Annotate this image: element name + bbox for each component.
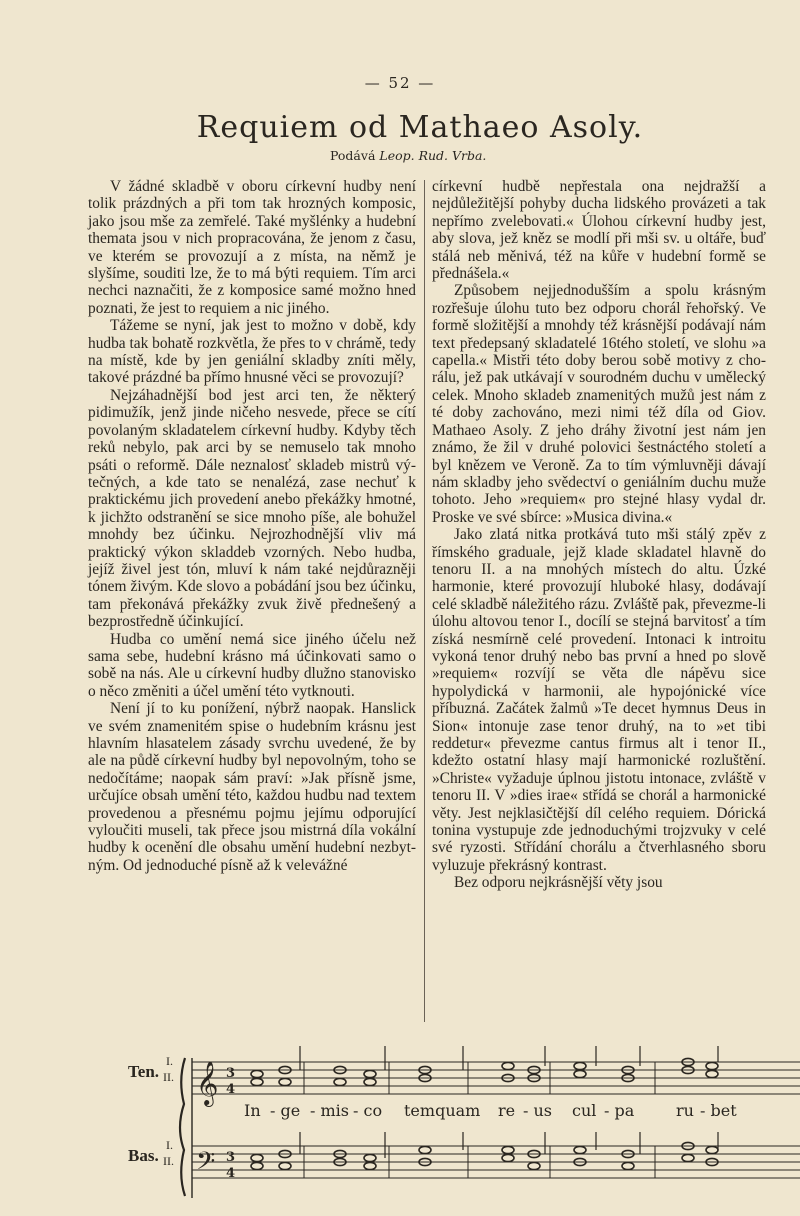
lyric-syllable: - pa bbox=[604, 1101, 635, 1120]
paragraph: V žádné skladbě v oboru církevní hudby není tolik prázdných a při tom tak hrozných komposic, jako jsou mše za zemřelé. Také myšlénky a hudební themata jsou v nich propracována, že jenom z času, ve kterém se provozují a z místa, na němž je slyšíme, souditi lze, že to má býti requiem. Tím arci nechci naznačiti, že z komposice samé možno hned poznati, že jest to requiem a nic jiného. bbox=[88, 178, 416, 317]
paragraph: Není jí to ku ponížení, nýbrž naopak. Hanslick ve svém znamenitém spise o hudebním krásnu jest hlavním hlasatelem zásady svrchu uvedené, že by ale na půdě církevní hudby byl nepovolným, toho se nedočítáme; naopak sám praví: »Jak přísně jsme, určujíce obsah umění této, každou hudbu nad textem provedenou a přesnému pojmu jejímu odporující vyloučiti museli, tak přece jsou mistrná díla vokální hudby k ocenění dle obsahu umění hudební nezbytným. Od jednoduché písně až k velevážné bbox=[88, 700, 416, 874]
paragraph: Tážeme se nyní, jak jest to možno v době, kdy hudba tak bohatě rozkvětla, že přes to v chrámě, tedy na místě, kde by jen geniální skladby zníti měly, takové prázdné ba přímo hnusné věci se provozují? bbox=[88, 317, 416, 387]
lyric-syllable: - ge bbox=[270, 1101, 301, 1120]
tenor-voice-one: I. bbox=[166, 1054, 173, 1068]
paragraph: Bez odporu nejkrásnější věty jsou bbox=[454, 874, 663, 892]
paragraph: Způsobem nejjednodušším a spolu krásným rozřešuje úlohu tuto bez odporu chorál řehořský. Ve formě složitější a mnohdy též krásnější podávají nám text předepsaný skladatelé 16tého století, ve slohu »a capella.« Mistři této doby berou sobě motivy z chorálu, jež pak utkávají v sourodném duchu v umělecký celek. Mnoho skladeb znamenitých mužů jest nám z té doby zachováno, mezi nimi též díla od Giov. Mathaeo Asoly. Z jeho dráhy životní jest nám jen známo, že žil v druhé polovici šestnáctého století a byl knězem ve Veroně. Za to tím výmluvněji dávají nám skladby jeho svědectví o geniálním duchu muže tohoto. Jeho »requiem« pro stejné hlasy vydal dr. Proske ve své sbírce: »Musica divina.« bbox=[432, 282, 766, 526]
page-number: — 52 — bbox=[364, 74, 436, 92]
lyric-syllable: temquam bbox=[404, 1101, 481, 1120]
svg-text:3: 3 bbox=[226, 1150, 236, 1165]
paragraph: Jako zlatá nitka protkává tuto mši stálý zpěv z římského graduale, jejž klade skladatel hlavně do tenoru II. a na mnohých místech do altu. Úzké harmonie, které provozují hluboké hlasy, dodávají celé skladbě náležitého rázu. Zvláště pak, převezme-li úlohu altovou tenor I., docílí se stejná barvitosť a tím získá nesmírně celé provedení. Intonaci k introitu vykoná tenor druhý nebo bas první a hned po slově »requiem« rozvíjí se věta dle nápěvu sice hypolydická v harmonii, ale hypojónické více příbuzná. Začátek žalmů »Te decet hymnus Deus in Sion« intonuje zase tenor druhý, na to »et tibi reddetur« převezme cantus firmus alt i tenor II., kdežto ostatní hlasy mají harmonické rozluštění. »Christe« vyžaduje úplnou jistotu intonace, zvláště v tenoru II. V »dies irae« střídá se chorál a harmonické věty. Jest nejklasičtější díl celého requiem. Dórická tonina vystupuje zde jednoduchými trojzvuky v celé své ryzosti. Střídání chorálu a čtverhlasného sboru vyluzuje překrásný kontrast. bbox=[432, 526, 766, 874]
byline-prefix: Podává bbox=[330, 148, 376, 163]
lyric-syllable: cul bbox=[572, 1101, 597, 1120]
tenor-label: Ten. bbox=[128, 1062, 160, 1081]
paragraph: Nejzáhadnější bod jest arci ten, že některý pidimužík, jenž jinde ničeho nesvede, přece se cítí povolaným skladatelem církevní hudby. Kdyby těch reků nebylo, pak arci by se nemuselo tak mnoho psáti o reformě. Dále neznalosť skladeb mistrů výtečných, a kde tato se nenalézá, zase nechuť k praktickému jich provedení anebo překážky hmotné, k jichžto odstranění se sice mnoho píše, ale bohužel mnohdy bez účinku. Nejrozhodnější vliv má praktický výkon skladdeb vzorných. Nebo hudba, jejíž živel jest tón, mluví k nám také nejdůrazněji tónem živým. Kde slovo a pobádání jsou bez účinku, tam překonává překážky zvuk živě přednešený a bezprostředně účinkující. bbox=[88, 386, 416, 631]
lyric-syllable: - co bbox=[353, 1101, 383, 1120]
paragraph: Hudba co umění nemá sice jiného účelu než sama sebe, hudební krásno má účinkovati samo o sobě na nás. Ale u církevní hudby dlužno stanovisko o něco změniti a účel umění této vytknouti. bbox=[88, 630, 416, 700]
page-title: Requiem od Mathaeo Asoly. bbox=[196, 110, 644, 145]
lyric-syllable: re bbox=[498, 1101, 516, 1120]
byline-author: Leop. Rud. Vrba. bbox=[379, 148, 487, 163]
svg-text:4: 4 bbox=[226, 1082, 236, 1097]
svg-text:𝄢: 𝄢 bbox=[196, 1147, 216, 1182]
svg-text:3: 3 bbox=[226, 1066, 236, 1081]
lyric-syllable: - bet bbox=[700, 1101, 737, 1120]
lyric-syllable: - us bbox=[523, 1101, 553, 1120]
paragraph: církevní hudbě nepřestala ona nejdražší a nejdůležitější pohyby ducha lidského provázeti a tak nepřímo zvelebovati.« Úlohou církevní hudby jest, aby slova, jež kněz se modlí při mši sv. u oltáře, buď stálá neb měnivá, též na kůře v hudební formě se přednášela.« bbox=[432, 178, 766, 283]
bass-voice-one: I. bbox=[166, 1138, 173, 1152]
lyric-syllable: ru bbox=[676, 1101, 694, 1120]
svg-text:4: 4 bbox=[226, 1166, 236, 1181]
bass-voice-two: II. bbox=[163, 1154, 174, 1168]
lyric-syllable: In bbox=[244, 1101, 261, 1120]
lyric-syllable: - mis bbox=[310, 1101, 349, 1120]
tenor-voice-two: II. bbox=[163, 1070, 174, 1084]
svg-text:𝄞: 𝄞 bbox=[196, 1061, 219, 1105]
bass-label: Bas. bbox=[128, 1146, 159, 1165]
